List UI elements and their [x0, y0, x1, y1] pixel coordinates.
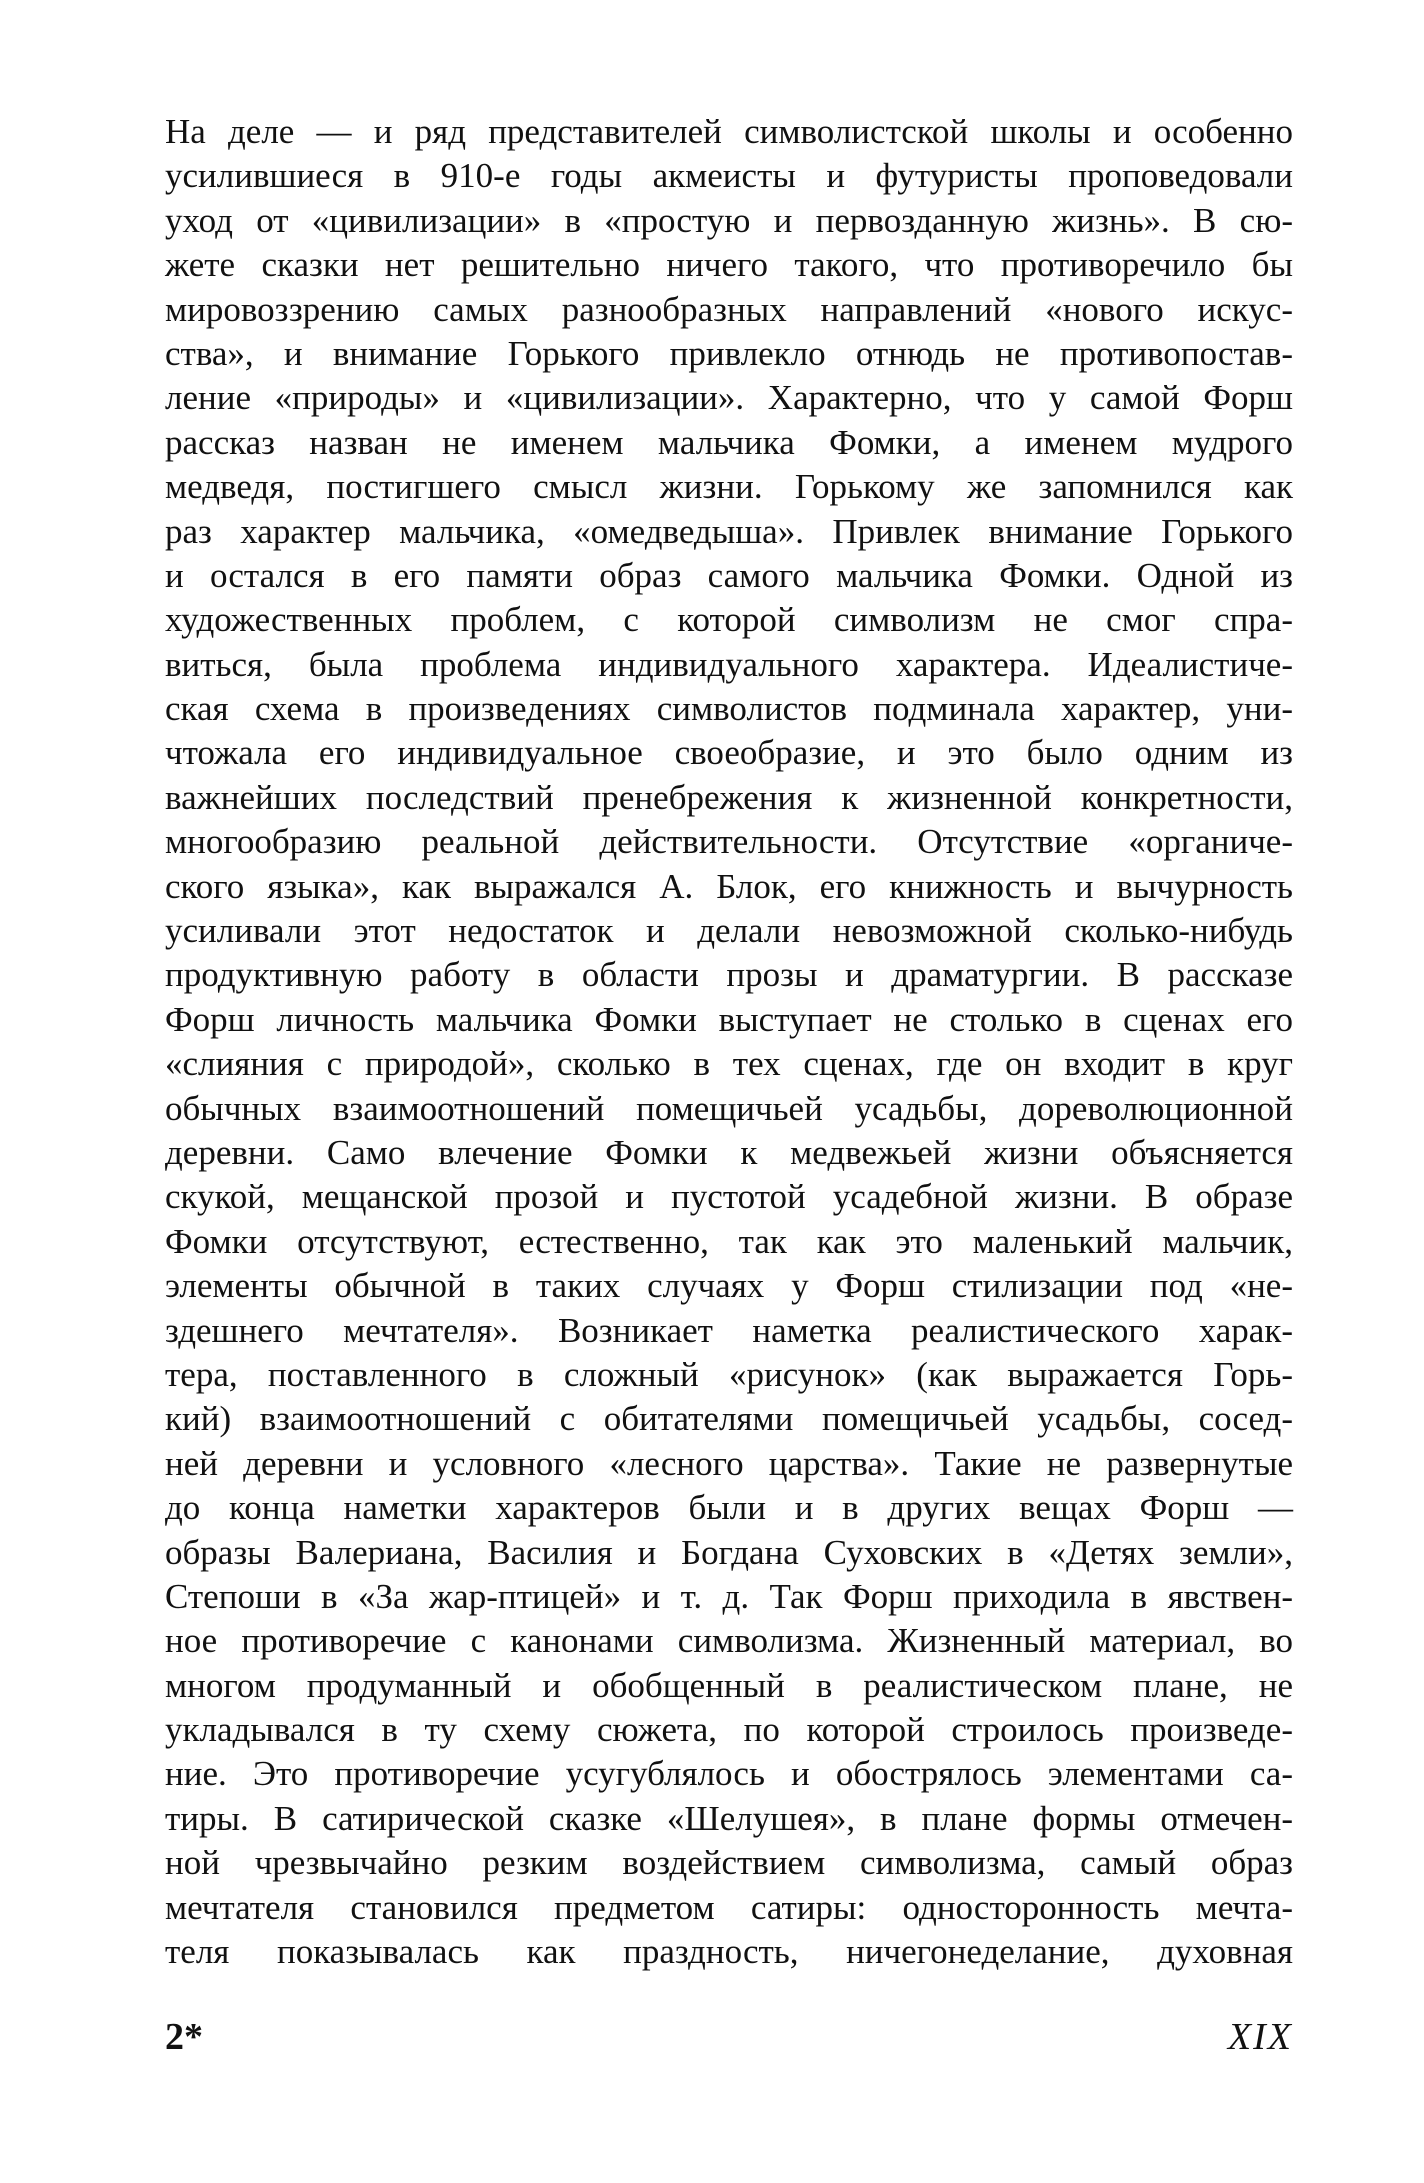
text-line: Форш личность мальчика Фомки выступает не столько в сценах его	[165, 999, 1293, 1039]
text-line: ская схема в произведениях символистов подминала характер, уни-	[165, 689, 1293, 729]
text-line: виться, была проблема индивидуального характера. Идеалистиче-	[165, 644, 1293, 684]
text-line: и остался в его памяти образ самого мальчика Фомки. Одной из	[165, 555, 1293, 595]
text-line: ства», и внимание Горького привлекло отнюдь не противопостав-	[165, 333, 1293, 373]
text-line: элементы обычной в таких случаях у Форш стилизации под «не-	[165, 1266, 1293, 1306]
text-line: художественных проблем, с которой символизм не смог спра-	[165, 600, 1293, 640]
text-line: теля показывалась как праздность, ничегонеделание, духовная	[165, 1932, 1293, 1972]
text-line: скукой, мещанской прозой и пустотой усадебной жизни. В образе	[165, 1177, 1293, 1217]
text-line: образы Валериана, Василия и Богдана Суховских в «Детях земли»,	[165, 1532, 1293, 1572]
text-line: ней деревни и условного «лесного царства». Такие не развернутые	[165, 1443, 1293, 1483]
text-line: обычных взаимоотношений помещичьей усадьбы, дореволюционной	[165, 1088, 1293, 1128]
text-line: чтожала его индивидуальное своеобразие, и это было одним из	[165, 733, 1293, 773]
text-line: «слияния с природой», сколько в тех сценах, где он входит в круг	[165, 1044, 1293, 1084]
text-line: многообразию реальной действительности. Отсутствие «органиче-	[165, 822, 1293, 862]
text-line: кий) взаимоотношений с обитателями помещичьей усадьбы, сосед-	[165, 1399, 1293, 1439]
text-line: многом продуманный и обобщенный в реалистическом плане, не	[165, 1665, 1293, 1705]
page-number: XIX	[1227, 2016, 1293, 2058]
text-line: мировоззрению самых разнообразных направлений «нового искус-	[165, 289, 1293, 329]
text-line: тера, поставленного в сложный «рисунок» (как выражается Горь-	[165, 1354, 1293, 1394]
printer-signature: 2*	[165, 2016, 203, 2058]
text-line: тиры. В сатирической сказке «Шелушея», в плане формы отмечен-	[165, 1798, 1293, 1838]
text-line: медведя, постигшего смысл жизни. Горькому же запомнился как	[165, 467, 1293, 507]
body-text	[165, 110, 1293, 1974]
text-line: жете сказки нет решительно ничего такого, что противоречило бы	[165, 245, 1293, 285]
text-line: ние. Это противоречие усугублялось и обострялось элементами са-	[165, 1754, 1293, 1794]
text-line: продуктивную работу в области прозы и драматургии. В рассказе	[165, 955, 1293, 995]
text-line: рассказ назван не именем мальчика Фомки, а именем мудрого	[165, 422, 1293, 462]
text-line: уход от «цивилизации» в «простую и первозданную жизнь». В сю-	[165, 200, 1293, 240]
page-footer	[165, 2012, 1293, 2062]
text-line: укладывался в ту схему сюжета, по которой строилось произведе-	[165, 1710, 1293, 1750]
text-line: мечтателя становился предметом сатиры: односторонность мечта-	[165, 1887, 1293, 1927]
text-line: Фомки отсутствуют, естественно, так как это маленький мальчик,	[165, 1221, 1293, 1261]
text-line: усилившиеся в 910-е годы акмеисты и футуристы проповедовали	[165, 156, 1293, 196]
text-line: важнейших последствий пренебрежения к жизненной конкретности,	[165, 777, 1293, 817]
text-line: ное противоречие с канонами символизма. Жизненный материал, во	[165, 1621, 1293, 1661]
text-line: деревни. Само влечение Фомки к медвежьей жизни объясняется	[165, 1132, 1293, 1172]
text-line: ной чрезвычайно резким воздействием символизма, самый образ	[165, 1843, 1293, 1883]
text-line: раз характер мальчика, «омедведыша». Привлек внимание Горького	[165, 511, 1293, 551]
text-line: до конца наметки характеров были и в других вещах Форш —	[165, 1488, 1293, 1528]
text-line: усиливали этот недостаток и делали невозможной сколько-нибудь	[165, 911, 1293, 951]
text-line: На деле — и ряд представителей символистской школы и особенно	[165, 112, 1293, 151]
text-line: здешнего мечтателя». Возникает наметка реалистического харак-	[165, 1310, 1293, 1350]
text-line: Степоши в «За жар-птицей» и т. д. Так Форш приходила в явствен-	[165, 1576, 1293, 1616]
text-line: ление «природы» и «цивилизации». Характерно, что у самой Форш	[165, 378, 1293, 418]
text-line: ского языка», как выражался А. Блок, его книжность и вычурность	[165, 866, 1293, 906]
